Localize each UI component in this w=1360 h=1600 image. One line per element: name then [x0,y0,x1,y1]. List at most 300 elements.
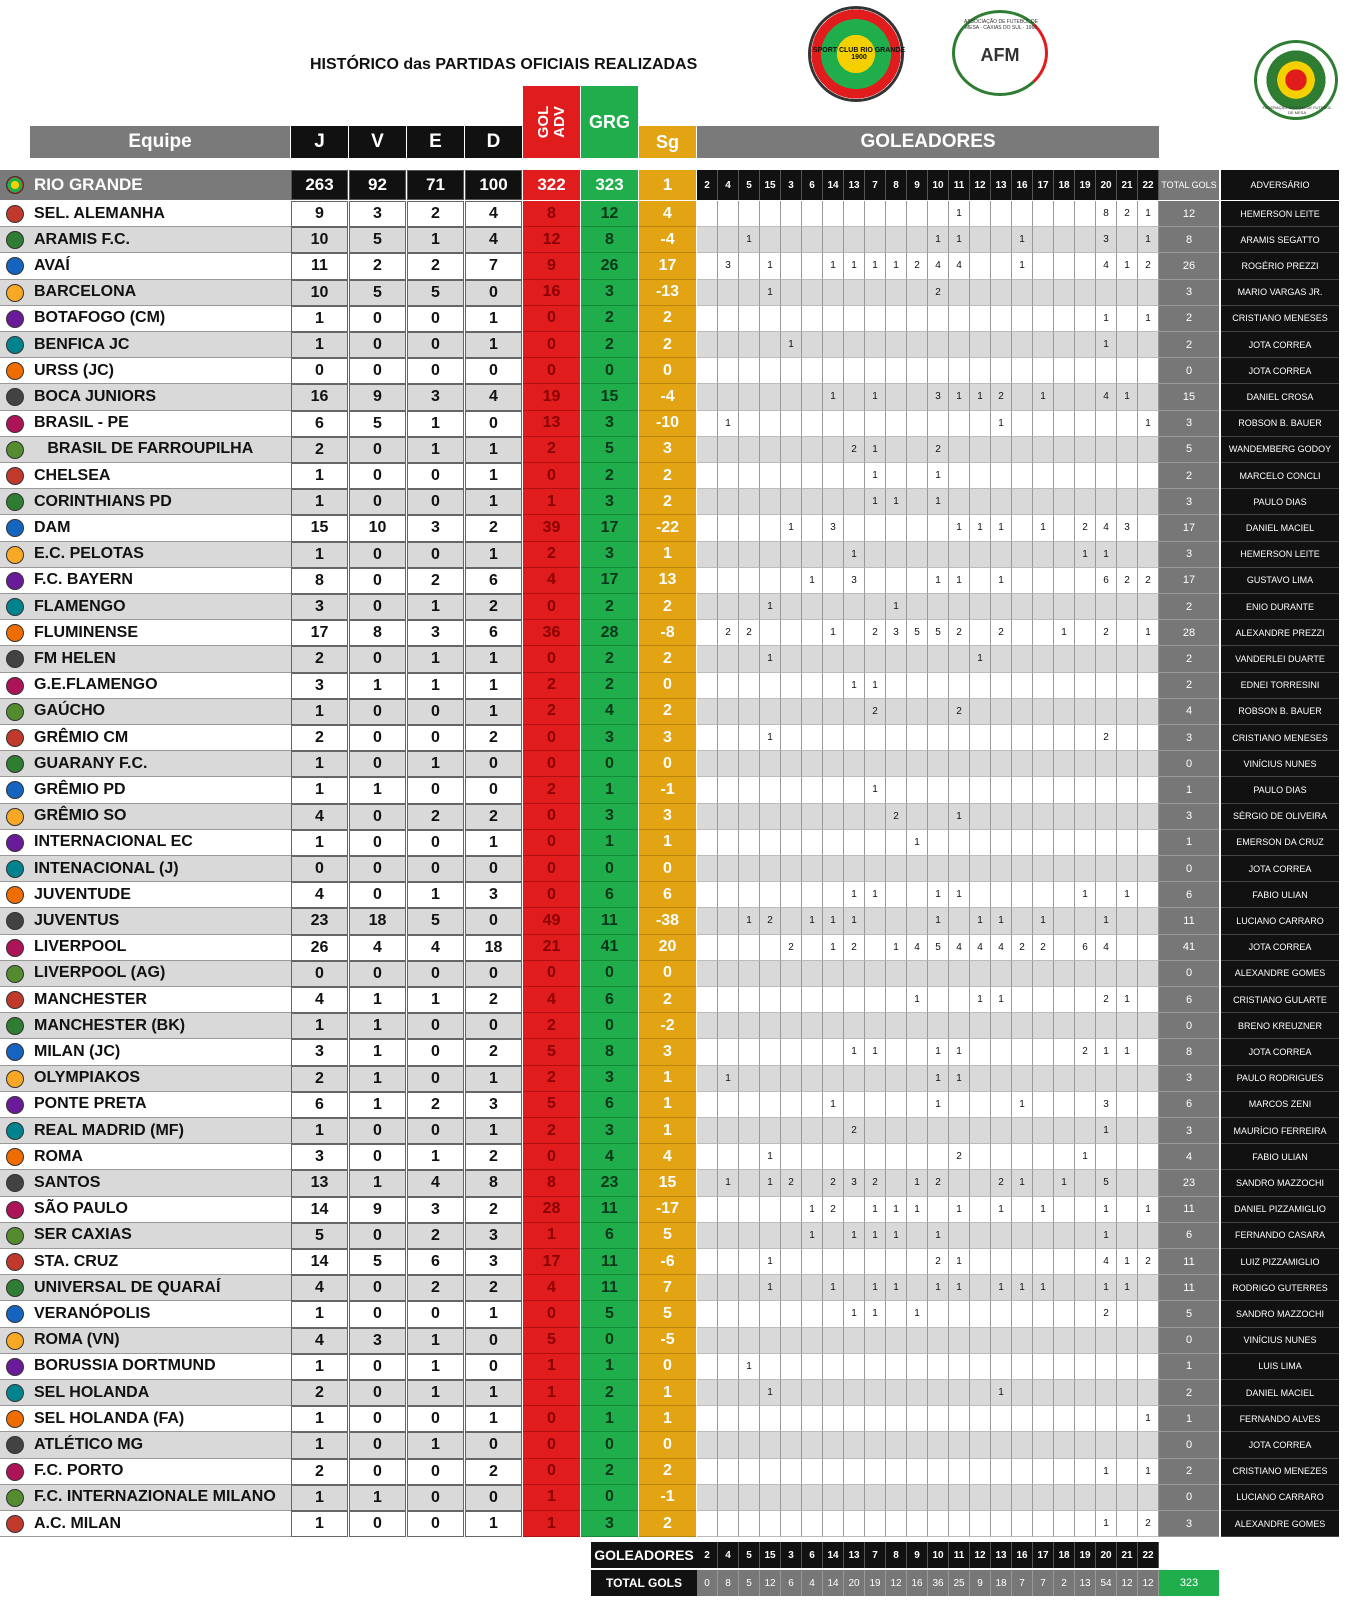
summary-v: 92 [349,170,406,200]
scorer-cell [802,830,823,856]
scorer-cell [1075,411,1096,437]
cell-e: 0 [407,358,464,384]
scorer-cell [907,882,928,908]
scorer-cell: 1 [844,673,865,699]
cell-d: 0 [465,411,522,437]
scorer-cell: 1 [1138,411,1159,437]
scorer-cell [991,201,1012,227]
scorer-cell [886,987,907,1013]
scorer-cell [991,751,1012,777]
cell-sg: 20 [639,935,696,961]
team-name: AVAÍ [0,253,291,279]
scorer-cell [886,725,907,751]
scorer-cell [697,1380,718,1406]
scorer-cell [886,1301,907,1327]
cell-v: 0 [349,306,406,332]
adversario-cell: JOTA CORREA [1221,856,1339,882]
scorer-cell: 2 [1033,935,1054,961]
cell-sg: -5 [639,1328,696,1354]
scorer-cell [991,699,1012,725]
cell-sg: -4 [639,227,696,253]
scorer-cell [823,1144,844,1170]
scorer-cell [970,882,991,908]
scorer-cell [991,725,1012,751]
scorer-cell [823,673,844,699]
cell-sg: -2 [639,1013,696,1039]
scorer-cell [991,280,1012,306]
cell-v: 0 [349,1511,406,1537]
scorer-cell [844,358,865,384]
scorer-cell [865,987,886,1013]
team-crest-icon [6,677,24,695]
scorer-cell [739,594,760,620]
scorer-cell: 1 [802,1197,823,1223]
scorer-cell [1075,1511,1096,1537]
scorer-cell [1075,804,1096,830]
scorer-cell: 2 [739,620,760,646]
total-gols-cell: 2 [1159,1380,1219,1406]
total-gols-cell: 6 [1159,882,1219,908]
scorer-cell [991,830,1012,856]
total-gols-cell: 11 [1159,1197,1219,1223]
scorer-cell: 1 [1117,1249,1138,1275]
cell-v: 1 [349,1485,406,1511]
scorer-cell: 4 [1096,253,1117,279]
cell-v: 1 [349,1039,406,1065]
cell-ga: 0 [523,1144,580,1170]
team-crest-icon [6,1096,24,1114]
cell-j: 4 [291,987,348,1013]
table-row [0,332,1360,358]
scorer-cell [886,699,907,725]
scorer-cell [739,1511,760,1537]
cell-v: 0 [349,1223,406,1249]
scorer-cell [718,882,739,908]
scorer-cell: 1 [970,384,991,410]
footer-scorer-10: 9 [907,1542,928,1568]
scorer-cell [802,1013,823,1039]
scorer-cell [1012,1039,1033,1065]
scorer-cell [907,1432,928,1458]
scorer-cell: 1 [844,253,865,279]
scorer-cell [928,1118,949,1144]
cell-gf: 5 [581,1301,638,1327]
cell-v: 0 [349,1118,406,1144]
cell-d: 2 [465,1039,522,1065]
scorer-cell: 6 [1096,568,1117,594]
team-name: SEL HOLANDA [0,1380,291,1406]
scorer-cell [1075,280,1096,306]
scorer-cell: 1 [1117,882,1138,908]
cell-v: 0 [349,1301,406,1327]
scorer-cell [1075,306,1096,332]
cell-sg: 0 [639,358,696,384]
scorer-cell [760,751,781,777]
scorer-cell [1075,1092,1096,1118]
scorer-cell [970,437,991,463]
scorer-cell [844,1485,865,1511]
cell-d: 0 [465,908,522,934]
scorer-cell [949,673,970,699]
cell-v: 0 [349,804,406,830]
footer-total-18: 13 [1075,1570,1096,1596]
cell-v: 0 [349,1354,406,1380]
cell-gf: 0 [581,1328,638,1354]
scorer-cell: 1 [844,882,865,908]
cell-d: 4 [465,201,522,227]
table-row [0,1406,1360,1432]
scorer-cell [1033,1013,1054,1039]
scorer-cell [1117,411,1138,437]
cell-gf: 3 [581,1118,638,1144]
scorer-cell [781,201,802,227]
scorer-cell: 1 [949,1275,970,1301]
adversario-cell: VINÍCIUS NUNES [1221,1328,1339,1354]
footer-total-9: 12 [886,1570,907,1596]
scorer-cell: 1 [1096,1039,1117,1065]
total-gols-cell: 2 [1159,673,1219,699]
table-row [0,280,1360,306]
cell-sg: 2 [639,1511,696,1537]
scorer-cell [1012,1118,1033,1144]
scorer-cell [970,227,991,253]
scorer-cell: 1 [865,437,886,463]
scorer-cell [823,1328,844,1354]
scorer-cell [739,856,760,882]
scorer-cell [1096,751,1117,777]
scorer-cell [1075,961,1096,987]
header-v [349,126,406,158]
total-gols-cell: 4 [1159,1144,1219,1170]
team-name: SER CAXIAS [0,1223,291,1249]
footer-scorer-8: 7 [865,1542,886,1568]
scorer-cell: 1 [886,1275,907,1301]
scorer-cell [844,1511,865,1537]
scorer-cell: 1 [823,384,844,410]
scorer-header-6: 14 [823,170,844,200]
scorer-cell: 3 [844,568,865,594]
scorer-cell: 2 [781,935,802,961]
cell-sg: 3 [639,1039,696,1065]
scorer-cell [1117,620,1138,646]
adversario-cell: VINÍCIUS NUNES [1221,751,1339,777]
scorer-cell [844,961,865,987]
cell-ga: 0 [523,358,580,384]
scorer-cell [991,437,1012,463]
cell-v: 0 [349,882,406,908]
scorer-cell [1075,699,1096,725]
cell-sg: 4 [639,1144,696,1170]
scorer-cell [823,751,844,777]
cell-e: 5 [407,280,464,306]
scorer-cell [802,1249,823,1275]
scorer-cell [697,542,718,568]
scorer-cell: 5 [928,935,949,961]
team-name: FLUMINENSE [0,620,291,646]
cell-sg: -13 [639,280,696,306]
scorer-cell [781,1013,802,1039]
scorer-cell [802,751,823,777]
total-gols-cell: 12 [1159,201,1219,227]
team-name: STA. CRUZ [0,1249,291,1275]
scorer-cell [802,1170,823,1196]
scorer-cell [991,1511,1012,1537]
scorer-cell [1117,1066,1138,1092]
cell-j: 14 [291,1197,348,1223]
scorer-cell [1075,1197,1096,1223]
team-crest-icon [6,310,24,328]
scorer-cell [781,882,802,908]
scorer-cell [907,463,928,489]
scorer-cell [1075,1432,1096,1458]
cell-j: 2 [291,1066,348,1092]
cell-ga: 0 [523,1406,580,1432]
scorer-cell [844,411,865,437]
table-row [0,1275,1360,1301]
scorer-cell [1138,1380,1159,1406]
cell-gf: 26 [581,253,638,279]
scorer-cell [739,542,760,568]
table-row [0,515,1360,541]
scorer-cell [970,620,991,646]
scorer-cell [1138,1275,1159,1301]
scorer-cell [760,856,781,882]
cell-v: 10 [349,515,406,541]
scorer-cell [823,1380,844,1406]
scorer-cell [1012,280,1033,306]
scorer-cell [949,1223,970,1249]
scorer-cell [907,1144,928,1170]
scorer-cell [739,384,760,410]
scorer-header-5: 6 [802,170,823,200]
scorer-cell: 2 [781,1170,802,1196]
scorer-cell: 1 [1138,201,1159,227]
team-crest-icon [6,1332,24,1350]
scorer-cell [907,1223,928,1249]
scorer-cell [844,306,865,332]
scorer-cell: 1 [886,1197,907,1223]
scorer-cell [1033,594,1054,620]
cell-e: 0 [407,725,464,751]
cell-gf: 41 [581,935,638,961]
scorer-cell: 1 [1033,1275,1054,1301]
cell-e: 6 [407,1249,464,1275]
adversario-cell: SANDRO MAZZOCHI [1221,1170,1339,1196]
cell-d: 6 [465,620,522,646]
total-gols-cell: 26 [1159,253,1219,279]
scorer-cell [1054,463,1075,489]
team-name: BORUSSIA DORTMUND [0,1354,291,1380]
scorer-cell [1012,961,1033,987]
team-name: DAM [0,515,291,541]
cell-gf: 3 [581,542,638,568]
scorer-cell [1096,646,1117,672]
adversario-cell: DANIEL PIZZAMIGLIO [1221,1197,1339,1223]
scorer-cell [823,1223,844,1249]
scorer-cell [928,699,949,725]
scorer-cell [1138,358,1159,384]
scorer-cell: 2 [1012,935,1033,961]
scorer-cell [823,1039,844,1065]
scorer-cell: 1 [907,830,928,856]
scorer-cell: 1 [991,908,1012,934]
summary-sg: 1 [639,170,696,200]
scorer-cell [739,411,760,437]
scorer-cell [718,1144,739,1170]
scorer-cell [697,463,718,489]
scorer-cell [1117,830,1138,856]
scorer-cell [1012,1380,1033,1406]
adversario-cell: JOTA CORREA [1221,358,1339,384]
scorer-cell [1012,1432,1033,1458]
cell-j: 1 [291,1511,348,1537]
scorer-cell [781,227,802,253]
cell-gf: 6 [581,1092,638,1118]
header-j-label: J [314,131,325,152]
scorer-cell [991,463,1012,489]
cell-d: 0 [465,358,522,384]
scorer-cell [823,568,844,594]
scorer-cell [1012,542,1033,568]
scorer-cell [739,515,760,541]
cell-gf: 0 [581,961,638,987]
team-name: GUARANY F.C. [0,751,291,777]
scorer-cell [1054,830,1075,856]
scorer-cell [1117,856,1138,882]
scorer-cell [865,1406,886,1432]
scorer-cell: 1 [928,908,949,934]
cell-v: 1 [349,673,406,699]
scorer-cell [781,987,802,1013]
cell-sg: -22 [639,515,696,541]
adversario-cell: SANDRO MAZZOCHI [1221,1301,1339,1327]
cell-gf: 11 [581,908,638,934]
scorer-cell [823,646,844,672]
scorer-cell: 1 [949,515,970,541]
scorer-cell [802,306,823,332]
scorer-cell: 8 [1096,201,1117,227]
scorer-cell: 2 [718,620,739,646]
scorer-cell [1138,725,1159,751]
scorer-cell [865,1013,886,1039]
cell-e: 1 [407,751,464,777]
scorer-cell: 1 [886,1223,907,1249]
scorer-cell [718,358,739,384]
scorer-cell [1117,1432,1138,1458]
cell-ga: 19 [523,384,580,410]
scorer-cell [1075,620,1096,646]
scorer-cell [760,332,781,358]
scorer-cell [886,1328,907,1354]
scorer-cell [991,1432,1012,1458]
scorer-cell [1012,411,1033,437]
scorer-cell [1096,961,1117,987]
cell-ga: 2 [523,673,580,699]
cell-v: 2 [349,253,406,279]
scorer-cell [1075,1301,1096,1327]
cell-d: 3 [465,1249,522,1275]
scorer-cell [970,699,991,725]
scorer-cell [886,777,907,803]
scorer-cell [781,306,802,332]
scorer-cell: 2 [1096,620,1117,646]
team-name: SÃO PAULO [0,1197,291,1223]
scorer-cell [697,1249,718,1275]
cell-e: 0 [407,463,464,489]
cell-e: 0 [407,830,464,856]
scorer-cell [1012,646,1033,672]
scorer-cell [739,1066,760,1092]
scorer-cell [1033,882,1054,908]
footer-scorer-2: 5 [739,1542,760,1568]
scorer-cell [907,1249,928,1275]
total-gols-cell: 0 [1159,358,1219,384]
scorer-cell [970,306,991,332]
scorer-cell [823,1432,844,1458]
scorer-header-11: 10 [928,170,949,200]
total-gols-cell: 0 [1159,1432,1219,1458]
cell-v: 0 [349,751,406,777]
scorer-cell: 1 [1075,1144,1096,1170]
scorer-cell [781,1197,802,1223]
scorer-cell [1075,227,1096,253]
scorer-cell: 4 [1096,935,1117,961]
cell-ga: 0 [523,804,580,830]
scorer-cell [886,1511,907,1537]
scorer-cell [1012,594,1033,620]
scorer-cell: 3 [1096,227,1117,253]
table-row [0,1039,1360,1065]
cell-ga: 2 [523,437,580,463]
scorer-cell [949,1118,970,1144]
scorer-cell [781,542,802,568]
scorer-cell [1054,384,1075,410]
scorer-cell [739,804,760,830]
scorer-cell [718,489,739,515]
cell-v: 0 [349,542,406,568]
table-row [0,961,1360,987]
scorer-cell [991,1406,1012,1432]
scorer-cell [739,332,760,358]
scorer-cell [760,1511,781,1537]
cell-v: 0 [349,856,406,882]
cell-j: 8 [291,568,348,594]
table-row [0,463,1360,489]
scorer-cell [991,961,1012,987]
adversario-cell: JOTA CORREA [1221,1039,1339,1065]
cell-gf: 12 [581,201,638,227]
scorer-cell [1033,306,1054,332]
total-gols-cell: 0 [1159,751,1219,777]
scorer-cell [949,856,970,882]
scorer-cell [1012,804,1033,830]
scorer-cell [1054,1354,1075,1380]
cell-ga: 4 [523,568,580,594]
scorer-cell [949,725,970,751]
adversario-cell: MARCELO CONCLI [1221,463,1339,489]
team-name: GAÚCHO [0,699,291,725]
cell-d: 1 [465,1301,522,1327]
adversario-cell: GUSTAVO LIMA [1221,568,1339,594]
scorer-cell [697,332,718,358]
scorer-cell [1012,1301,1033,1327]
scorer-cell [907,1485,928,1511]
scorer-cell [1033,1459,1054,1485]
cell-e: 0 [407,856,464,882]
scorer-cell [1075,777,1096,803]
scorer-cell [1054,1223,1075,1249]
cell-gf: 17 [581,515,638,541]
